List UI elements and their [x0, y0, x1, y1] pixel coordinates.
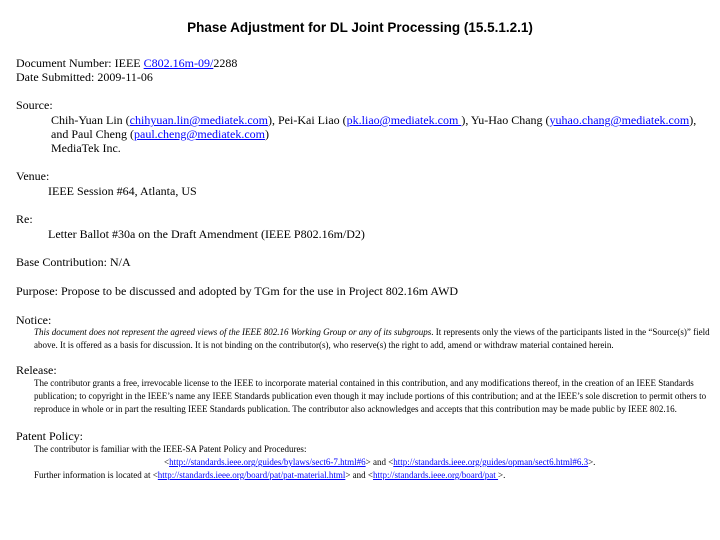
base-contribution: Base Contribution: N/A	[16, 255, 131, 269]
release-label: Release:	[16, 363, 57, 377]
opman-link[interactable]: http://standards.ieee.org/guides/opman/sect6.html#6.3	[393, 457, 589, 467]
notice-label: Notice:	[16, 313, 52, 327]
bylaws-link[interactable]: http://standards.ieee.org/guides/bylaws/sect6-7.html#6	[169, 457, 366, 467]
patent-policy-line1: The contributor is familiar with the IEEE-SA Patent Policy and Procedures:	[34, 444, 307, 454]
document-number: Document Number: IEEE C802.16m-09/2288	[16, 56, 238, 70]
patent-policy-line2: <http://standards.ieee.org/guides/bylaws/sect6-7.html#6> and <http://standards.ieee.org/guides/opman/sect6.html#6.3>.	[164, 457, 596, 467]
date-submitted: Date Submitted: 2009-11-06	[16, 70, 153, 84]
pat-material-link[interactable]: http://standards.ieee.org/board/pat/pat-material.html	[157, 470, 346, 480]
purpose: Purpose: Propose to be discussed and adopted by TGm for the use in Project 802.16m AWD	[16, 284, 459, 298]
email-link-chihyuan[interactable]: chihyuan.lin@mediatek.com	[129, 113, 269, 127]
venue-label: Venue:	[16, 169, 50, 183]
patent-policy-label: Patent Policy:	[16, 429, 83, 443]
re-value: Letter Ballot #30a on the Draft Amendment (IEEE P802.16m/D2)	[48, 227, 365, 241]
email-link-pkliao[interactable]: pk.liao@mediatek.com	[346, 113, 462, 127]
source-label: Source:	[16, 98, 53, 112]
document-title: Phase Adjustment for DL Joint Processing (15.5.1.2.1)	[187, 20, 533, 35]
source-authors-line2: and Paul Cheng (paul.cheng@mediatek.com)	[51, 127, 270, 141]
notice-text: This document does not represent the agreed views of the IEEE 802.16 Working Group or any of its subgroups. It represents only the views of the participants listed in the “Source(s)” field above. It is offered as a basis for discussion. It is not binding on the contributor(s), who reserve(s) the right to add, amend or withdraw material contained herein.	[34, 327, 710, 350]
source-authors-line1: Chih-Yuan Lin (chihyuan.lin@mediatek.com), Pei-Kai Liao (pk.liao@mediatek.com ), Yu-Hao Chang (yuhao.chang@mediatek.com),	[51, 113, 697, 127]
venue-value: IEEE Session #64, Atlanta, US	[48, 184, 197, 198]
document-number-link[interactable]: C802.16m-09/	[143, 56, 214, 70]
pat-board-link[interactable]: http://standards.ieee.org/board/pat	[372, 470, 499, 480]
source-organization: MediaTek Inc.	[51, 141, 121, 155]
re-label: Re:	[16, 212, 33, 226]
email-link-yuhao[interactable]: yuhao.chang@mediatek.com	[549, 113, 690, 127]
release-text: The contributor grants a free, irrevocable license to the IEEE to incorporate material contained in this contribution, and any modifications thereof, in the creation of an IEEE Standards publication; to copyright in the IEEE’s name any IEEE Standards publication even though it may include portions of this contribution; and at the IEEE’s sole discretion to permit others to reproduce in whole or in part the resulting IEEE Standards publication. The contributor also acknowledges and accepts that this contribution may be made public by IEEE 802.16.	[34, 378, 707, 414]
email-link-paulcheng[interactable]: paul.cheng@mediatek.com	[134, 127, 266, 141]
patent-policy-line3: Further information is located at <http://standards.ieee.org/board/pat/pat-material.html> and <http://standards.ieee.org/board/pat >.	[34, 470, 506, 480]
